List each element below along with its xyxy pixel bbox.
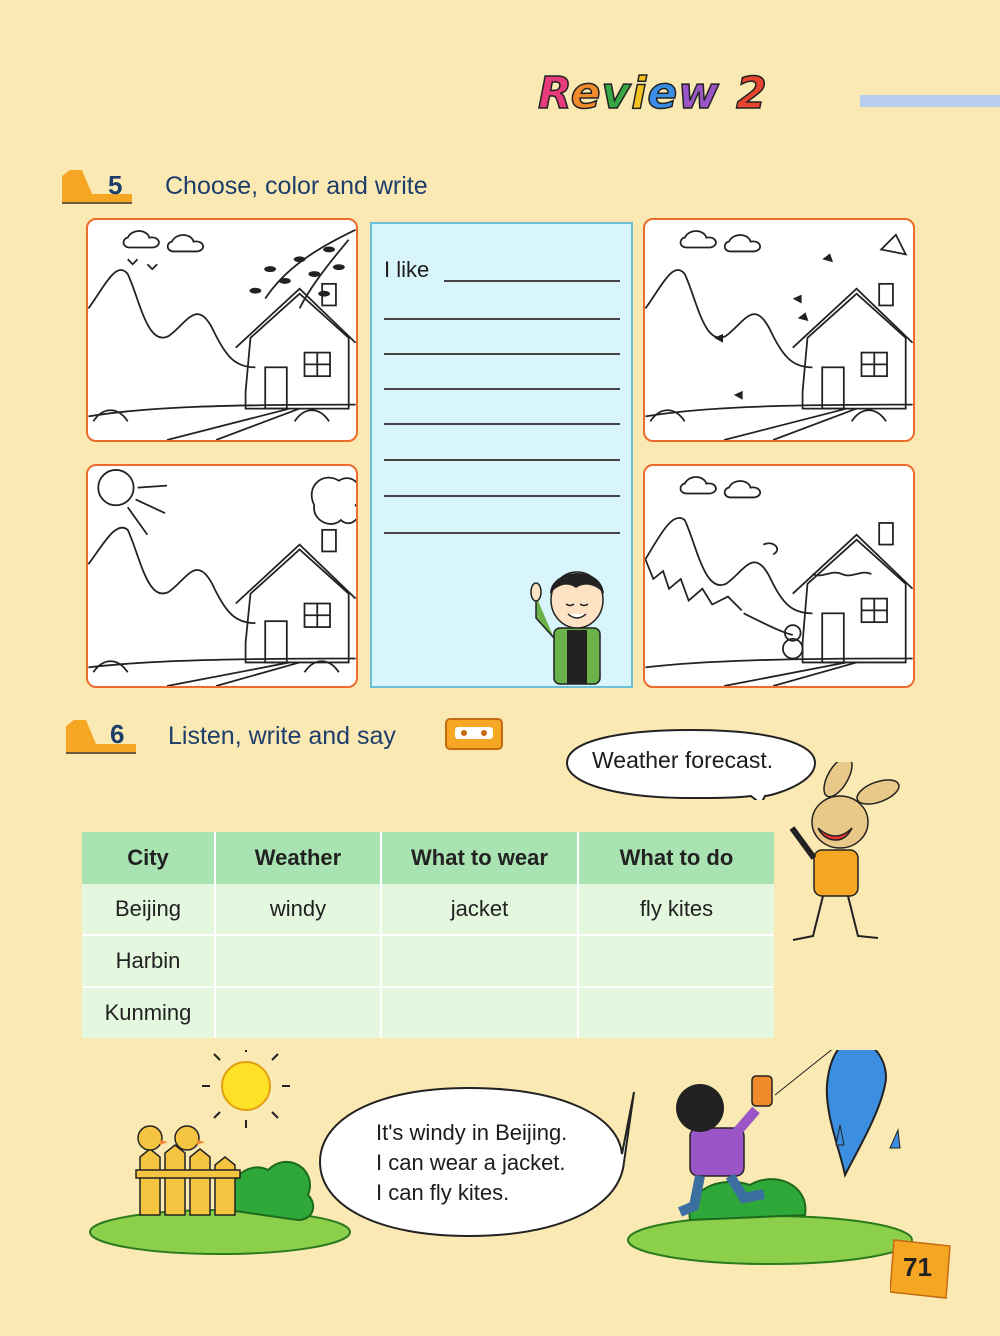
table-cell: fly kites (578, 884, 774, 935)
title-decor-bar (860, 95, 1000, 107)
table-cell: Harbin (82, 935, 215, 986)
section6-tab-icon (66, 720, 136, 754)
table-cell: Kunming (82, 987, 215, 1038)
title-letter: 2 (736, 68, 768, 119)
spring-picture (86, 218, 358, 442)
title-letter: v (601, 68, 632, 119)
weather-table (82, 832, 774, 1038)
header-what-to-wear: What to wear (381, 832, 578, 884)
blank-cell[interactable] (215, 987, 381, 1038)
header-what-to-do: What to do (578, 832, 774, 884)
answer-line[interactable] (384, 459, 620, 461)
blank-cell[interactable] (381, 935, 578, 986)
boy-speech-line: It's windy in Beijing. (376, 1120, 568, 1145)
blank-cell[interactable] (215, 935, 381, 986)
answer-line[interactable] (444, 280, 620, 282)
rabbit-speech-text: Weather forecast. (592, 747, 774, 773)
winter-picture (643, 464, 915, 688)
page-number: 71 (903, 1252, 932, 1282)
section6-title: Listen, write and say (168, 722, 396, 750)
blank-cell[interactable] (381, 987, 578, 1038)
answer-line[interactable] (384, 495, 620, 497)
winter-scene (645, 466, 913, 686)
cassette-icon[interactable] (445, 718, 503, 750)
answer-line[interactable] (384, 318, 620, 320)
answer-line[interactable] (384, 532, 620, 534)
boy-speech-line: I can fly kites. (376, 1180, 510, 1205)
autumn-picture (643, 218, 915, 442)
blank-cell[interactable] (578, 935, 774, 986)
answer-line[interactable] (384, 423, 620, 425)
rabbit-illustration (778, 762, 918, 944)
title-letter: R (538, 68, 571, 119)
review-title (538, 68, 868, 128)
summer-picture (86, 464, 358, 688)
boy-speech-line: I can wear a jacket. (376, 1150, 566, 1175)
table-row (82, 987, 774, 1038)
table-cell: jacket (381, 884, 578, 935)
table-row (82, 884, 774, 935)
table-cell: Beijing (82, 884, 215, 935)
title-letter: w (678, 68, 720, 119)
header-weather: Weather (215, 832, 381, 884)
table-row (82, 935, 774, 986)
i-like-prompt: I like (384, 257, 430, 282)
answer-line[interactable] (384, 388, 620, 390)
section5-number: 5 (108, 170, 123, 200)
boy-pointing-illustration (522, 558, 622, 686)
answer-line[interactable] (384, 353, 620, 355)
header-city: City (82, 832, 215, 884)
title-letter: e (570, 68, 602, 119)
title-letter: e (647, 68, 679, 119)
autumn-scene (645, 220, 913, 440)
blank-cell[interactable] (578, 987, 774, 1038)
section6-number: 6 (110, 719, 125, 749)
section5-title: Choose, color and write (165, 172, 428, 200)
spring-scene (88, 220, 356, 440)
title-letter (720, 68, 736, 119)
title-letter: i (631, 68, 648, 119)
summer-scene (88, 466, 356, 686)
table-cell: windy (215, 884, 381, 935)
writing-box (370, 222, 633, 688)
